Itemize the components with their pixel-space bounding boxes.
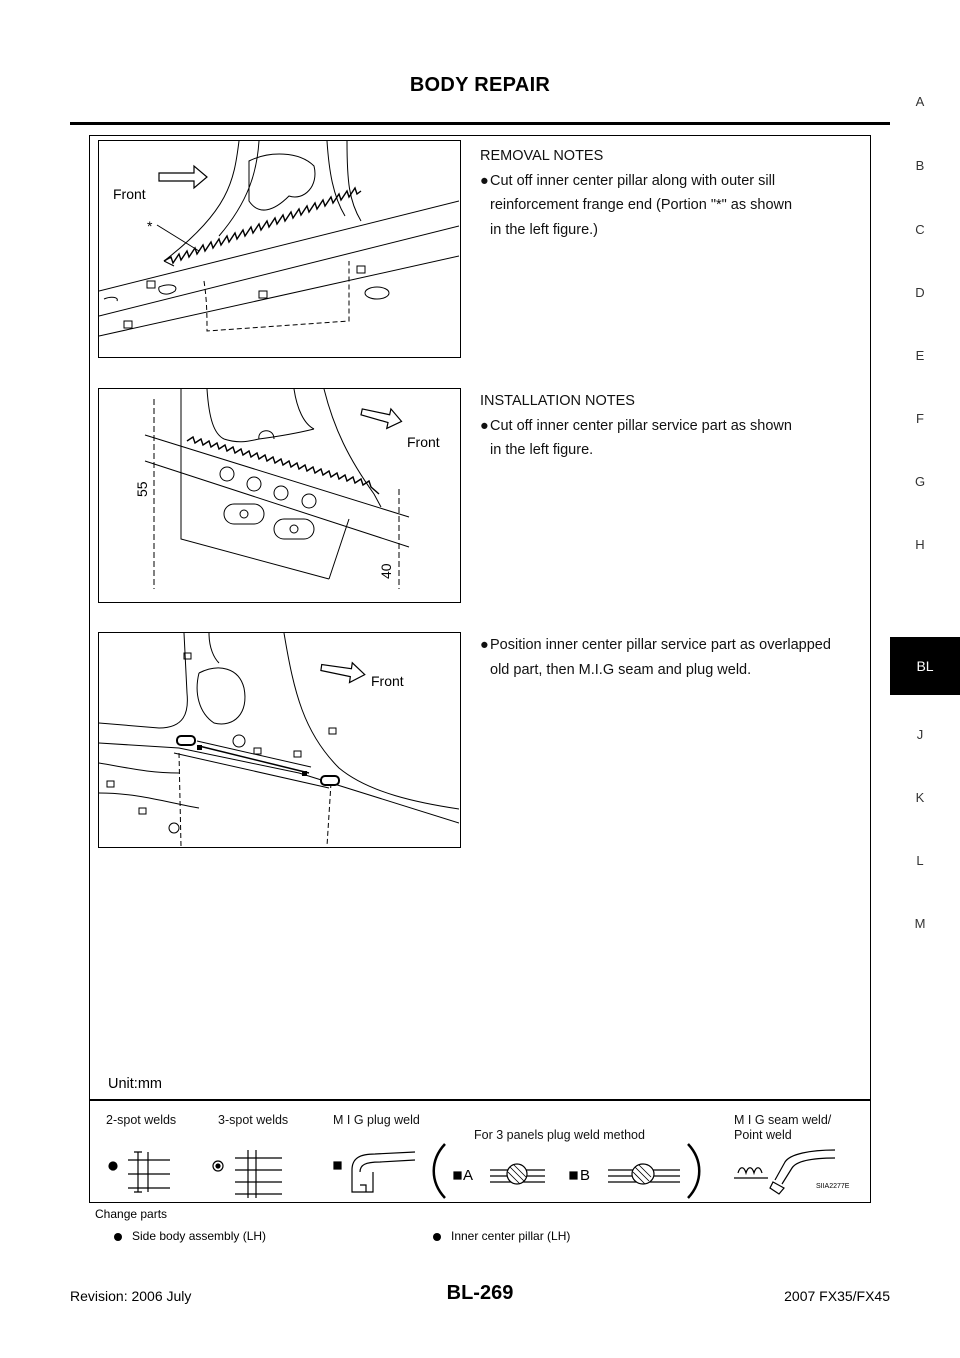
change-part-item	[114, 1229, 266, 1243]
installation-notes	[480, 389, 792, 463]
installation-front-label: Front	[407, 434, 440, 450]
two-spot-dot-icon	[109, 1162, 117, 1170]
change-part-inner-pillar: Inner center pillar (LH)	[451, 1229, 571, 1243]
tab-bl-active[interactable]: BL	[890, 637, 960, 695]
installation-heading: INSTALLATION NOTES	[480, 393, 635, 409]
removal-line-3: in the left figure.)	[490, 221, 598, 238]
removal-figure	[98, 140, 461, 358]
tab-h[interactable]: H	[915, 537, 925, 552]
change-part-item	[433, 1229, 570, 1243]
removal-star-label: *	[147, 218, 153, 234]
unit-label: Unit:mm	[108, 1076, 162, 1092]
installation-line-1: Cut off inner center pillar service part as shown	[490, 417, 792, 434]
position-figure	[98, 632, 461, 848]
legend-mig-seam-2: Point weld	[734, 1128, 792, 1142]
installation-line-2: in the left figure.	[490, 442, 594, 458]
removal-line-2: reinforcement frange end (Portion "*" as shown	[490, 197, 793, 213]
position-drawing	[99, 633, 459, 846]
footer-revision: Revision: 2006 July	[70, 1288, 192, 1304]
legend-three-spot: 3-spot welds	[218, 1113, 289, 1127]
installation-figure	[98, 388, 461, 603]
tab-d[interactable]: D	[915, 285, 925, 300]
tab-g[interactable]: G	[914, 474, 926, 489]
footer-page-number: BL-269	[446, 1282, 514, 1304]
legend-three-panels: For 3 panels plug weld method	[474, 1128, 645, 1142]
bullet-icon	[433, 1233, 441, 1241]
legend-label-b: B	[580, 1167, 591, 1184]
installation-drawing	[99, 389, 459, 601]
position-line-2: old part, then M.I.G seam and plug weld.	[490, 661, 752, 678]
seam-weld-icon	[738, 1168, 762, 1173]
plug-weld-mark-left	[177, 736, 195, 745]
position-notes	[480, 633, 831, 682]
bullet-icon	[114, 1233, 122, 1241]
tab-j[interactable]: J	[916, 727, 924, 742]
legend-two-spot: 2-spot welds	[106, 1113, 177, 1127]
removal-heading: REMOVAL NOTES	[480, 148, 604, 164]
removal-drawing	[99, 141, 459, 356]
tab-m[interactable]: M	[914, 916, 926, 931]
header-rule	[70, 122, 890, 125]
legend-mig-plug: M I G plug weld	[333, 1113, 420, 1127]
tab-b[interactable]: B	[915, 158, 925, 173]
tab-k[interactable]: K	[915, 790, 925, 805]
bullet-icon: ●	[480, 417, 489, 434]
mig-plug-square-icon	[334, 1162, 341, 1169]
tab-f[interactable]: F	[916, 411, 924, 426]
dim-40-label: 40	[378, 563, 394, 579]
dim-55-label: 55	[134, 481, 150, 497]
position-front-label: Front	[371, 673, 404, 689]
tab-l[interactable]: L	[916, 853, 924, 868]
position-line-1: Position inner center pillar service part as overlapped	[490, 637, 831, 653]
change-parts-label: Change parts	[95, 1207, 168, 1221]
change-part-side-body: Side body assembly (LH)	[132, 1229, 267, 1243]
page-title: BODY REPAIR	[409, 74, 551, 96]
tab-c[interactable]: C	[915, 222, 925, 237]
removal-front-label: Front	[113, 186, 146, 202]
weld-legend-symbols	[90, 1140, 870, 1202]
footer-model: 2007 FX35/FX45	[784, 1288, 890, 1304]
removal-line-1: Cut off inner center pillar along with outer sill	[490, 172, 776, 189]
legend-divider	[89, 1099, 871, 1101]
figure-id: SIIA2277E	[816, 1183, 850, 1190]
bullet-icon: ●	[480, 637, 489, 653]
bullet-icon: ●	[480, 172, 489, 189]
tab-e[interactable]: E	[915, 348, 925, 363]
removal-notes	[480, 144, 792, 242]
tab-a[interactable]: A	[915, 94, 925, 109]
plug-weld-mark-right	[321, 776, 339, 785]
legend-mig-seam-1: M I G seam weld/	[734, 1113, 832, 1127]
legend-label-a: A	[463, 1167, 474, 1184]
